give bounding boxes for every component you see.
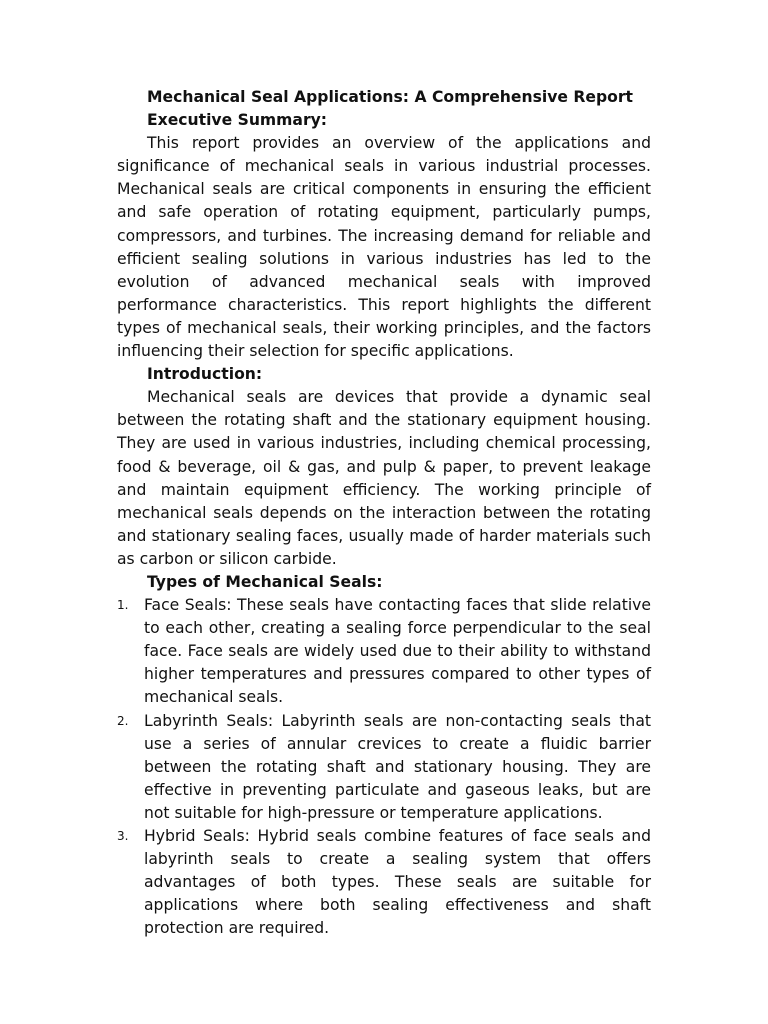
document-page bbox=[117, 86, 651, 940]
list-item bbox=[117, 710, 651, 825]
list-item-number: 2. bbox=[117, 713, 129, 728]
list-item-text: Labyrinth Seals: Labyrinth seals are non-contacting seals that use a series of annular crevices to create a fluidic barrier between the rotating shaft and stationary housing. They are effective in preventing particulate and gaseous leaks, but are not suitable for high-pressure or temperature applications. bbox=[144, 711, 651, 822]
list-item-number: 3. bbox=[117, 829, 129, 843]
list-item-number: 1. bbox=[117, 598, 129, 613]
document-title: Mechanical Seal Applications: A Comprehensive Report bbox=[147, 88, 633, 106]
list-item-text: Hybrid Seals: Hybrid seals combine features of face seals and labyrinth seals to create a sealing system that offers advantages of both types. These seals are suitable for applications where both sealing effectiveness and shaft protection are required. bbox=[144, 827, 651, 938]
seal-types-list bbox=[117, 594, 651, 940]
introduction-heading: Introduction: bbox=[147, 365, 263, 384]
executive-summary-paragraph: This report provides an overview of the applications and significance of mechanical seals in various industrial processes. Mechanical seals are critical components in ensuring the efficient and safe operation of rotating equipment, particularly pumps, compressors, and turbines. The increasing demand for reliable and efficient sealing solutions in various industries has led to the evolution of advanced mechanical seals with improved performance characteristics. This report highlights the different types of mechanical seals, their working principles, and the factors influencing their selection for specific applications. bbox=[117, 134, 651, 361]
list-item-text: Face Seals: These seals have contacting faces that slide relative to each other, creating a sealing force perpendicular to the seal face. Face seals are widely used due to their ability to withstand higher temperatures and pressures compared to other types of mechanical seals. bbox=[144, 596, 651, 707]
list-item bbox=[117, 594, 651, 709]
list-item bbox=[117, 825, 651, 940]
types-heading: Types of Mechanical Seals: bbox=[147, 572, 383, 591]
introduction-paragraph: Mechanical seals are devices that provide a dynamic seal between the rotating shaft and the stationary equipment housing. They are used in various industries, including chemical processing, food & beverage, oil & gas, and pulp & paper, to prevent leakage and maintain equipment efficiency. The working principle of mechanical seals depends on the interaction between the rotating and stationary sealing faces, usually made of harder materials such as carbon or silicon carbide. bbox=[117, 388, 651, 568]
executive-summary-heading: Executive Summary: bbox=[147, 111, 328, 130]
